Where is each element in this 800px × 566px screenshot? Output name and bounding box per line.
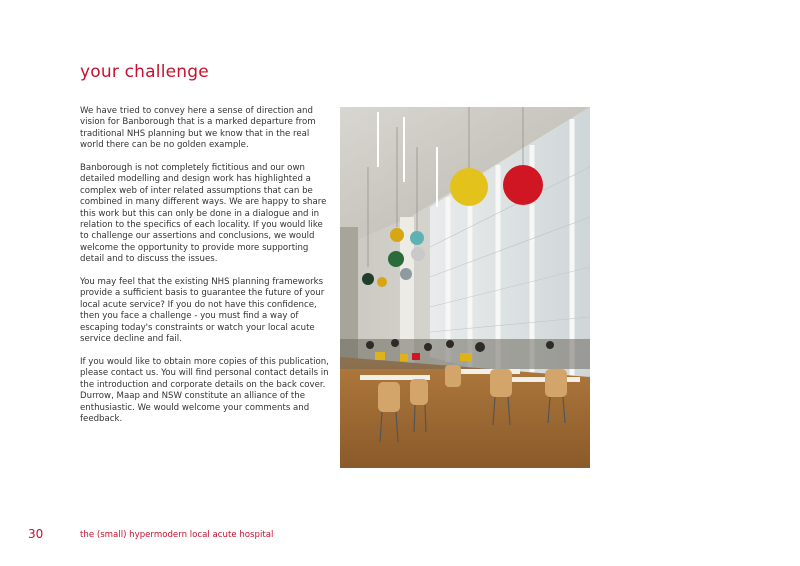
- footer-publication-title: the (small) hypermodern local acute hospital: [80, 530, 274, 540]
- page-number: 30: [28, 527, 44, 541]
- paragraph-modelling: Banborough is not completely fictitious and our own detailed modelling and design work has highlighted a complex web of inter related assumptions that can be combined in many different ways. We are happy to share this work but this can only be done in a dialogue and in relation to the specifics of each locality. If you would like to challenge our assertions and conclusions, we would welcome the opportunity to provide more supporting detail and to discuss the issues.: [80, 163, 327, 265]
- paragraph-intro: We have tried to convey here a sense of direction and vision for Banborough that is a marked departure from traditional NHS planning but we know that in the real world there can be no golden example.: [80, 106, 316, 151]
- paragraph-frameworks: You may feel that the existing NHS planning frameworks provide a sufficient basis to guarantee the future of your local acute service? If you do not have this confidence, then you face a challenge - you must find a way of escaping today's constraints or watch your local acute service decline and fail.: [80, 277, 325, 345]
- atrium-cafe-photo: [340, 107, 590, 468]
- page-title: your challenge: [80, 62, 209, 82]
- paragraph-contact: If you would like to obtain more copies of this publication, please contact us. You will find personal contact details in the introduction and corporate details on the back cover. Durrow, Maap and NSW constitute an alliance of the enthusiastic. We would welcome your comments and feedback.: [80, 356, 329, 424]
- body-text: [80, 106, 332, 437]
